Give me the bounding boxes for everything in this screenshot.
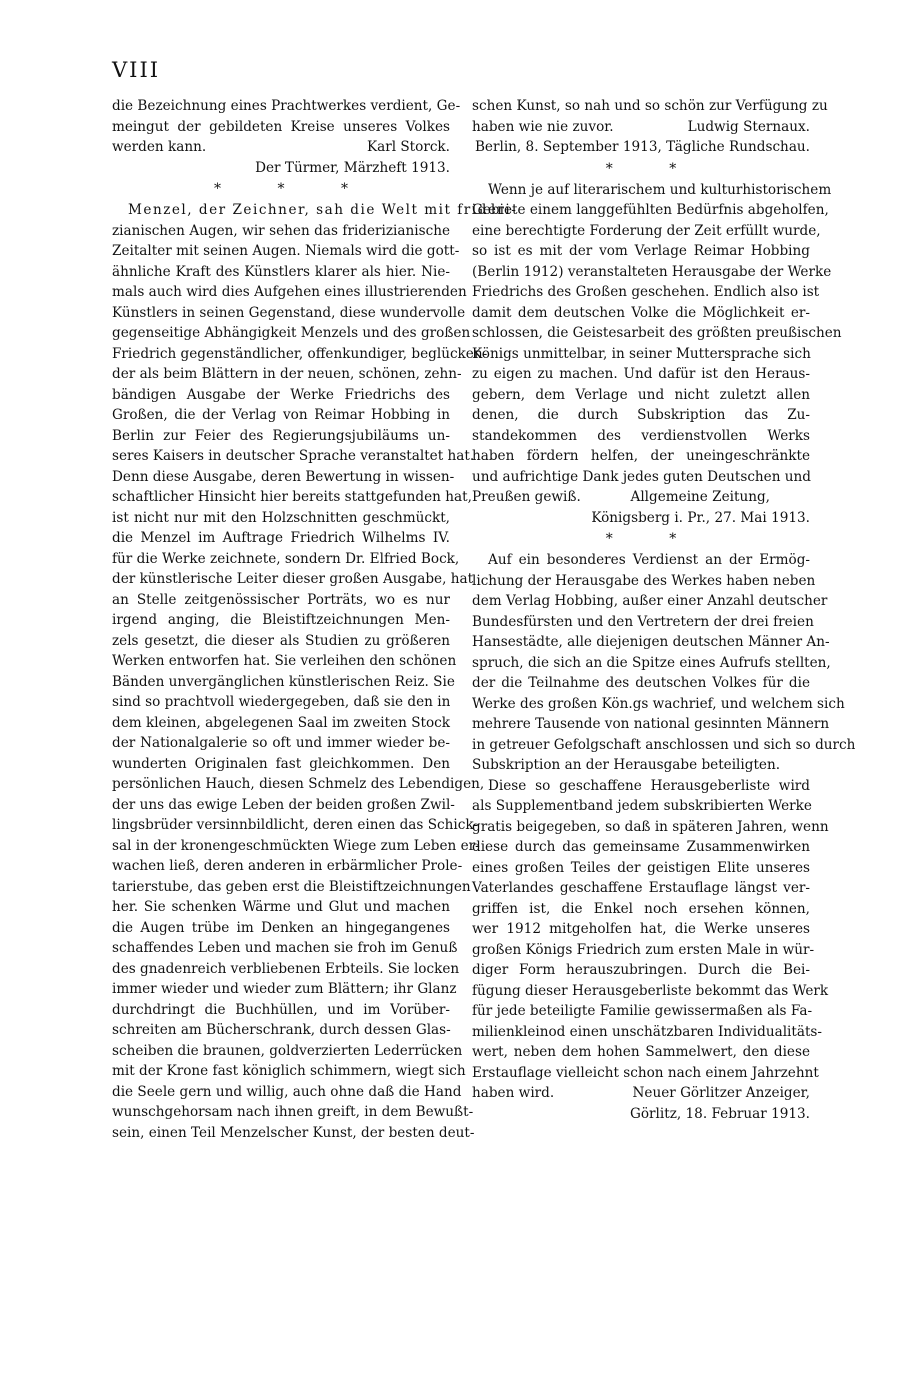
text-line: der künstlerische Leiter dieser großen Ausgabe, hat [112,571,474,587]
quote-storck-lines [112,96,461,137]
text-line: gebern, dem Verlage und nicht zuletzt allen [472,386,810,403]
text-line: für die Werke zeichnete, sondern Dr. Elfried Bock, [112,550,460,567]
text-line: gratis beigegeben, so daß in späteren Jahren, wenn [472,818,829,835]
text-line: ähnliche Kraft des Künstlers klarer als hier. Nie- [112,263,450,280]
quote-koenigsberg [472,180,842,529]
text-line: sind so prachtvoll wiedergegeben, daß sie den in [112,694,451,710]
text-line: an Stelle zeitgenössischer Porträts, wo es nur [112,591,450,608]
separator-stars: * * * [214,181,374,197]
text-line: des gnadenreich verbliebenen Erbteils. Sie locken [112,960,460,977]
text-line: zu eigen zu machen. Und dafür ist den Heraus- [472,366,810,382]
text-line: diger Form herauszubringen. Durch die Bei- [472,962,810,978]
text-line: haben fördern helfen, der uneingeschränkte [472,448,810,464]
quote-verdienst-lines [472,571,856,756]
text-line: die Seele gern und willig, auch ohne daß die Hand [112,1083,462,1100]
text-line: eines großen Teiles der geistigen Elite unseres [472,859,810,876]
quote-goerlitz-source: Görlitz, 18. Februar 1913. [630,1105,810,1122]
text-line: schreiten am Bücherschrank, durch dessen Glas- [112,1022,451,1038]
text-line: mals auch wird dies Aufgehen eines illustrierenden [112,284,467,300]
text-line: griffen ist, die Enkel noch ersehen können, [472,900,810,917]
quote-storck-source: Der Türmer, Märzheft 1913. [255,159,450,176]
text-line: Berlin zur Feier des Regierungsjubiläums un- [112,427,450,444]
text-line: Werken entworfen hat. Sie verleihen den schönen [112,653,457,669]
quote-sternaux-last-line: haben wie nie zuvor. [472,118,614,135]
quote-koenigsberg-lines [472,200,842,487]
text-line: tarierstube, das geben erst die Bleistiftzeichnungen [112,878,471,895]
text-line: in getreuer Gefolgschaft anschlossen und sich so durch [472,736,856,753]
text-line: immer wieder und wieder zum Blättern; ihr Glanz [112,981,457,997]
text-line: dem kleinen, abgelegenen Saal im zweiten Stock [112,714,451,731]
text-line: milienkleinod einen unschätzbaren Individualitäts- [472,1023,823,1040]
text-line: scheiben die braunen, goldverzierten Lederrücken [112,1042,463,1059]
text-line: bändigen Ausgabe der Werke Friedrichs des [112,386,450,403]
text-line: der die Teilnahme des deutschen Volkes für die [472,675,810,691]
text-line: Gebiete einem langgefühlten Bedürfnis abgeholfen, [472,202,829,218]
text-line: Werke des großen Kön.gs wachrief, und welchem sich [472,695,845,712]
quote-sternaux-lines [472,96,828,117]
text-line: meingut der gebildeten Kreise unseres Volkes [112,118,450,135]
quote-storck-closing [112,137,450,158]
quote-storck-last-line: werden kann. [112,139,207,155]
text-line: sal in der kronengeschmückten Wiege zum Leben er- [112,837,480,854]
quote-sternaux-source: Berlin, 8. September 1913, Tägliche Rundschau. [474,139,810,155]
quote-sternaux [472,96,828,158]
text-line: zianischen Augen, wir sehen das friderizianische [112,222,450,239]
text-line: wunschgehorsam nach ihnen greift, in dem Bewußt- [112,1104,474,1120]
text-line: eine berechtigte Forderung der Zeit erfüllt wurde, [472,222,821,239]
text-line: Bundesfürsten und den Vertretern der drei freien [472,613,814,630]
text-line: die Menzel im Auftrage Friedrich Wilhelms IV. [112,530,450,546]
quote-sternaux-closing [472,117,810,138]
text-line: standekommen des verdienstvollen Werks [472,427,810,444]
text-line: schaffendes Leben und machen sie froh im Genuß [112,940,458,956]
text-line: fügung dieser Herausgeberliste bekommt das Werk [472,982,829,999]
text-line: die Bezeichnung eines Prachtwerkes verdient, Ge- [112,98,461,114]
text-line: Großen, die der Verlag von Reimar Hobbing in [112,407,450,423]
quote-koenigsberg-signature: Allgemeine Zeitung, [630,489,770,505]
text-line: für jede beteiligte Familie gewissermaßen als Fa- [472,1003,813,1019]
text-line: wunderten Originalen fast gleichkommen. Den [112,755,450,772]
page-number: VIII [112,58,161,82]
separator-stars: * * [605,160,703,177]
text-line: her. Sie schenken Wärme und Glut und machen [112,899,450,915]
separator-stars: * * [605,531,703,547]
text-line: schen Kunst, so nah und so schön zur Verfügung zu [472,98,828,114]
text-line: zels gesetzt, die dieser als Studien zu größeren [112,632,450,649]
text-line: der als beim Blättern in der neuen, schönen, zehn- [112,366,462,382]
text-line: und aufrichtige Dank jedes guten Deutschen und [472,468,812,485]
quote-koenigsberg-source: Königsberg i. Pr., 27. Mai 1913. [591,509,810,526]
text-line: mit der Krone fast königlich schimmern, wiegt sich [112,1063,466,1079]
quote-verdienst [472,550,856,776]
quote-menzel-lines [112,221,488,1144]
text-line: die Augen trübe im Denken an hingegangenes [112,919,450,936]
quote-verdienst-first-line: Auf ein besonderes Verdienst an der Ermög- [488,552,810,568]
quote-goerlitz-first-line: Diese so geschaffene Herausgeberliste wird [488,777,810,794]
text-line: schlossen, die Geistesarbeit des größten preußischen [472,325,842,341]
text-line: der uns das ewige Leben der beiden großen Zwil- [112,796,455,813]
text-line: mehrere Tausende von national gesinnten Männern [472,716,830,732]
quote-storck-signature: Karl Storck. [366,139,450,155]
text-line: schaftlicher Hinsicht hier bereits stattgefunden hat, [112,489,472,505]
text-line: Friedrich gegenständlicher, offenkundiger, beglücken- [112,345,488,362]
text-line: durchdringt die Buchhüllen, und im Vorüber- [112,1001,450,1018]
quote-menzel-first-line: Menzel, der Zeichner, sah die Welt mit frideri- [128,202,518,218]
text-line: persönlichen Hauch, diesen Schmelz des Lebendigen, [112,776,485,792]
text-line: Künstlers in seinen Gegenstand, diese wundervolle [112,304,466,321]
text-line: Bänden unvergänglichen künstlerischen Reiz. Sie [112,673,455,690]
text-line: sein, einen Teil Menzelscher Kunst, der besten deut- [112,1124,475,1141]
text-line: dem Verlag Hobbing, außer einer Anzahl deutscher [472,593,828,609]
text-line: diese durch das gemeinsame Zusammenwirken [472,839,810,855]
text-line: damit dem deutschen Volke die Möglichkeit er- [472,304,810,321]
text-line: wer 1912 mitgeholfen hat, die Werke unseres [472,921,810,937]
quote-goerlitz-lines [472,796,829,1083]
quote-koenigsberg-first-line: Wenn je auf literarischem und kulturhistorischem [488,181,832,198]
text-line: großen Königs Friedrich zum ersten Male in wür- [472,941,815,958]
quote-goerlitz-last-line: haben wird. [472,1085,555,1101]
text-line: Hansestädte, alle diejenigen deutschen Männer An- [472,634,830,650]
text-line: Vaterlandes geschaffene Erstauflage längst ver- [472,880,810,896]
quote-koenigsberg-closing [472,487,810,508]
text-line: so ist es mit der vom Verlage Reimar Hobbing [472,243,810,259]
text-line: denen, die durch Subskription das Zu- [472,407,810,423]
text-line: lingsbrüder versinnbildlicht, deren einen das Schick- [112,817,478,833]
quote-goerlitz-closing [472,1083,810,1104]
text-line: lichung der Herausgabe des Werkes haben neben [472,572,816,589]
quote-sternaux-signature: Ludwig Sternaux. [687,118,810,135]
text-line: gegenseitige Abhängigkeit Menzels und des großen [112,325,471,341]
text-line: wert, neben dem hohen Sammelwert, den diese [472,1044,810,1060]
quote-storck [112,96,461,178]
text-line: seres Kaisers in deutscher Sprache veranstaltet hat. [112,448,475,464]
right-column [472,96,856,1124]
text-line: Königs unmittelbar, in seiner Muttersprache sich [472,345,811,362]
text-line: Denn diese Ausgabe, deren Bewertung in wissen- [112,468,455,485]
quote-goerlitz [472,776,829,1125]
quote-verdienst-last-line: Subskription an der Herausgabe beteiligten. [472,757,781,773]
text-line: der Nationalgalerie so oft und immer wieder be- [112,735,450,751]
quote-goerlitz-signature: Neuer Görlitzer Anzeiger, [632,1085,810,1101]
text-line: wachen ließ, deren anderen in erbärmlicher Prole- [112,858,463,874]
text-line: Zeitalter mit seinen Augen. Niemals wird die gott- [112,243,460,259]
text-line: (Berlin 1912) veranstalteten Herausgabe der Werke [472,263,832,280]
text-line: irgend anging, die Bleistiftzeichnungen Men- [112,612,450,628]
text-line: ist nicht nur mit den Holzschnitten geschmückt, [112,509,450,526]
text-line: Friedrichs des Großen geschehen. Endlich also ist [472,284,820,300]
text-line: als Supplementband jedem subskribierten Werke [472,798,812,814]
text-line: Erstauflage vielleicht schon nach einem Jahrzehnt [472,1064,819,1081]
quote-koenigsberg-last-line: Preußen gewiß. [472,489,581,505]
text-line: spruch, die sich an die Spitze eines Aufrufs stellten, [472,654,831,671]
